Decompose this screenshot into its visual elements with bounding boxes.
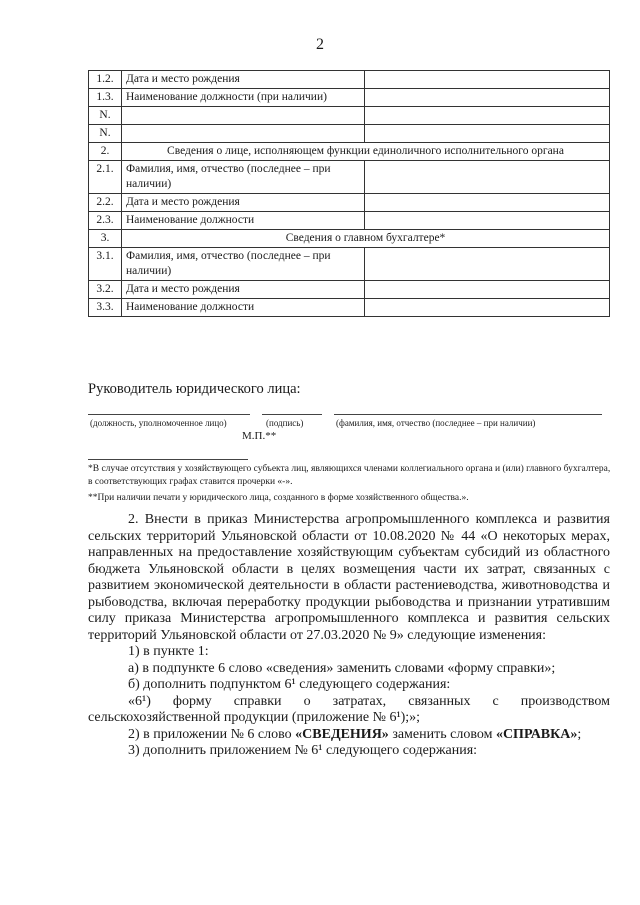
page-number: 2 <box>316 36 324 53</box>
row-number: N. <box>89 107 122 125</box>
row-label <box>122 107 365 125</box>
table-row <box>89 125 610 143</box>
table-row <box>89 248 610 281</box>
row-label: Дата и место рождения <box>122 71 365 89</box>
caption-signature: (подпись) <box>266 418 304 428</box>
row-number: 3.1. <box>89 248 122 281</box>
footnote-1: *В случае отсутствия у хозяйствующего субъекта лиц, являющихся членами коллегиального органа и (или) главного бухгалтера, в соответствующих графах ставится прочерки «-». <box>88 464 611 487</box>
item-1: 1) в пункте 1: <box>128 644 209 659</box>
row-label <box>122 125 365 143</box>
footnote-2: **При наличии печати у юридического лица, созданного в форме хозяйственного общества.». <box>88 493 469 503</box>
table-row <box>89 89 610 107</box>
item-1a: а) в подпункте 6 слово «сведения» заменить словами «форму справки»; <box>128 660 556 676</box>
item-2 <box>88 727 610 744</box>
table-row <box>89 143 610 161</box>
table-row <box>89 71 610 89</box>
item-1b: б) дополнить подпунктом 6¹ следующего содержания: <box>128 677 451 692</box>
row-number: 3.3. <box>89 299 122 317</box>
item-2-bold-old: «СВЕДЕНИЯ» <box>295 726 389 742</box>
row-value <box>365 125 610 143</box>
item-2-bold-new: «СПРАВКА» <box>495 726 578 742</box>
table-row <box>89 230 610 248</box>
row-value <box>365 89 610 107</box>
row-label: Сведения о главном бухгалтере* <box>122 230 610 248</box>
stamp-mark: М.П.** <box>242 430 277 442</box>
row-number: 2.1. <box>89 161 122 194</box>
row-value <box>365 248 610 281</box>
signature-line <box>262 414 322 415</box>
row-label: Наименование должности <box>122 212 365 230</box>
item-2-mid: заменить словом <box>388 726 496 742</box>
row-number: 3. <box>89 230 122 248</box>
row-label: Дата и место рождения <box>122 194 365 212</box>
row-number: 3.2. <box>89 281 122 299</box>
row-value <box>365 299 610 317</box>
item-3: 3) дополнить приложением № 6¹ следующего содержания: <box>128 743 478 758</box>
row-number: 2.2. <box>89 194 122 212</box>
caption-position: (должность, уполномоченное лицо) <box>90 418 227 428</box>
position-line <box>88 414 250 415</box>
body-text <box>88 512 610 760</box>
quote-6-1: «6¹) форму справки о затратах, связанных с производством сельскохозяйственной продукции (приложение № 6¹);»; <box>88 693 610 725</box>
row-label: Фамилия, имя, отчество (последнее – при наличии) <box>122 161 365 194</box>
row-label: Фамилия, имя, отчество (последнее – при наличии) <box>122 248 365 281</box>
row-number: N. <box>89 125 122 143</box>
row-label: Наименование должности <box>122 299 365 317</box>
table-row <box>89 161 610 194</box>
name-line <box>334 414 602 415</box>
item-2-end: ; <box>577 726 582 742</box>
row-value <box>365 71 610 89</box>
row-value <box>365 194 610 212</box>
row-value <box>365 161 610 194</box>
row-number: 2. <box>89 143 122 161</box>
caption-name: (фамилия, имя, отчество (последнее – при наличии) <box>336 418 536 428</box>
row-label: Дата и место рождения <box>122 281 365 299</box>
table-row <box>89 194 610 212</box>
item-2-text: 2) в приложении № 6 слово <box>128 726 296 742</box>
row-label: Наименование должности (при наличии) <box>122 89 365 107</box>
table-row <box>89 107 610 125</box>
row-number: 1.2. <box>89 71 122 89</box>
table-row <box>89 212 610 230</box>
row-value <box>365 281 610 299</box>
info-table <box>88 70 610 317</box>
row-number: 1.3. <box>89 89 122 107</box>
table-row <box>89 299 610 317</box>
paragraph-2: 2. Внести в приказ Министерства агропромышленного комплекса и развития сельских территорий Ульяновской области от 10.08.2020 № 44 «О некоторых мерах, направленных на предоставление хозяйствующим субъектам субсидий из областного бюджета Ульяновской области в целях возмещения части их затрат, связанных с развитием экономической деятельности в области растениеводства, животноводства и рыбоводства, включая переработку продукции рыбоводства и признании утратившим силу приказа Министерства агропромышленного комплекса и развития сельских территорий Ульяновской области от 27.03.2020 № 9» следующие изменения: <box>88 512 610 643</box>
row-value <box>365 107 610 125</box>
footnote-rule <box>88 459 248 460</box>
row-label: Сведения о лице, исполняющем функции единоличного исполнительного органа <box>122 143 610 161</box>
row-value <box>365 212 610 230</box>
head-label: Руководитель юридического лица: <box>88 381 301 397</box>
table-row <box>89 281 610 299</box>
row-number: 2.3. <box>89 212 122 230</box>
